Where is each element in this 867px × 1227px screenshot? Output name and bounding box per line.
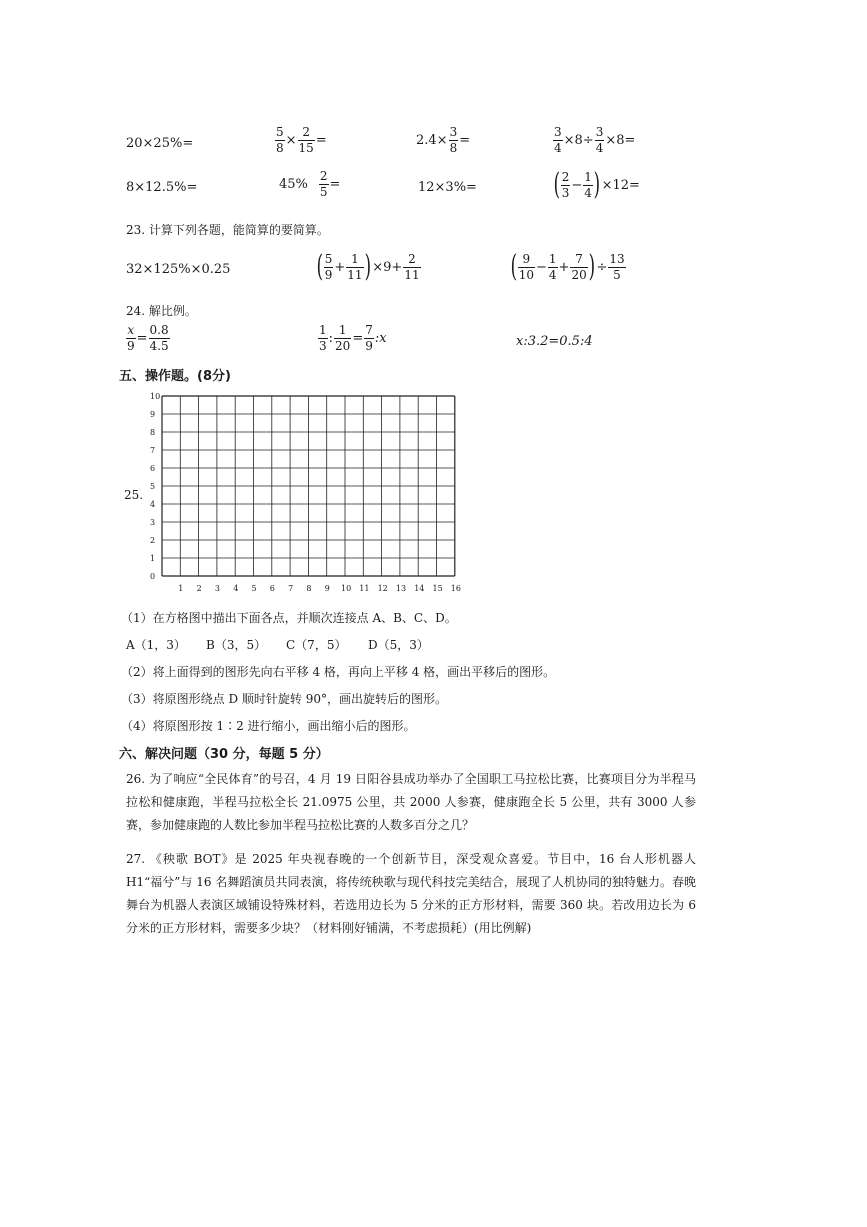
calc-1-1: 20×25%= [126,136,194,151]
x-tick-12: 12 [377,584,388,593]
y-tick-0: 0 [150,572,156,581]
y-tick-8: 8 [150,428,156,437]
q24-expr-1: $\frac{x}{9}$ = $\frac{0.8}{4.5}$ [127,323,169,353]
calc-2-3: 12×3%= [418,180,477,195]
q23-title: 23. 计算下列各题，能简算的要简算。 [126,223,329,237]
q25-label: 25. [124,488,144,502]
q23-expr-2: ( $\frac{5}{9}$ + $\frac{1}{11}$ ) ×9+ $\frac{2}{11}$ [316,249,420,284]
q23-expr-3: ( $\frac{9}{10}$ − $\frac{1}{4}$ + $\frac{7}{20}$ ) ÷ $\frac{13}{5}$ [510,249,625,284]
q24-title: 24. 解比例。 [126,304,197,318]
q25-grid [140,390,470,600]
calc-1-3: 2.4× $\frac{3}{8}$ = [416,125,471,155]
x-tick-16: 16 [450,584,461,593]
x-tick-2: 2 [196,584,202,593]
section5-title: 五、操作题。(8分) [119,369,231,384]
point-d: D（5，3） [368,638,429,652]
y-tick-7: 7 [150,446,156,455]
q25-step2: （2）将上面得到的图形先向右平移 4 格，再向上平移 4 格，画出平移后的图形。 [121,665,556,679]
point-a: A（1，3） [126,638,186,652]
x-tick-4: 4 [233,584,239,593]
y-tick-3: 3 [150,518,156,527]
y-tick-9: 9 [150,410,156,419]
q26-text: 26. 为了响应“全民体育”的号召，4 月 19 日阳谷县成功举办了全国职工马拉松比赛，比赛项目分为半程马拉松和健康跑，半程马拉松全长 21.0975 公里，共 2000 人参赛，健康跑全长 5 公里，共有 3000 人参赛，参加健康跑的人数比参加半程马拉松比赛的人数多百分之几？ [126,772,696,832]
q25-step3: （3）将原图形绕点 D 顺时针旋转 90°，画出旋转后的图形。 [121,692,447,706]
x-tick-9: 9 [324,584,330,593]
x-tick-15: 15 [432,584,443,593]
x-tick-5: 5 [251,584,257,593]
y-tick-10: 10 [150,392,161,401]
point-b: B（3，5） [206,638,267,652]
q24-expr-3: x:3.2=0.5:4 [516,334,593,349]
q27-text: 27. 《秧歌 BOT》是 2025 年央视春晚的一个创新节目，深受观众喜爱。节目中，16 台人形机器人 H1“福兮”与 16 名舞蹈演员共同表演，将传统秧歌与现代科技完美结合，展现了人机协同的独特魅力。春晚舞台为机器人表演区域铺设特殊材料，若选用边长为 5 分米的正方形材料，需要 360 块。若改用边长为 6 分米的正方形材料，需要多少块？（材料刚好铺满，不考虑损耗）(用比例解) [126,852,696,935]
x-tick-8: 8 [306,584,312,593]
x-tick-7: 7 [288,584,294,593]
x-tick-1: 1 [178,584,184,593]
y-tick-2: 2 [150,536,156,545]
x-tick-13: 13 [395,584,407,593]
y-tick-6: 6 [150,464,156,473]
q24-expr-2: $\frac{1}{3}$ : $\frac{1}{20}$ = $\frac{7}{9}$ :x [319,323,387,353]
calc-2-2: 45% $\frac{2}{5}$ = [279,169,341,199]
calc-2-4: ( $\frac{2}{3}$ − $\frac{1}{4}$ ) ×12= [553,167,640,202]
calc-1-4: $\frac{3}{4}$ ×8÷ $\frac{3}{4}$ ×8= [554,125,636,155]
x-tick-14: 14 [414,584,425,593]
y-tick-5: 5 [150,482,156,491]
x-tick-10: 10 [341,584,352,593]
x-tick-3: 3 [214,584,220,593]
x-tick-6: 6 [269,584,275,593]
q23-expr-1: 32×125%×0.25 [126,262,231,277]
y-tick-1: 1 [150,554,156,563]
x-tick-11: 11 [359,584,370,593]
q25-points [126,636,429,653]
section6-title: 六、解决问题（30 分，每题 5 分） [119,747,329,762]
y-tick-4: 4 [150,500,156,509]
calc-2-1: 8×12.5%= [126,180,198,195]
calc-1-2: $\frac{5}{8}$ × $\frac{2}{15}$ = [276,125,327,155]
q25-step1: （1）在方格图中描出下面各点，并顺次连接点 A、B、C、D。 [121,611,457,625]
point-c: C（7，5） [286,638,347,652]
q25-step4: （4）将原图形按 1∶2 进行缩小，画出缩小后的图形。 [121,719,416,733]
